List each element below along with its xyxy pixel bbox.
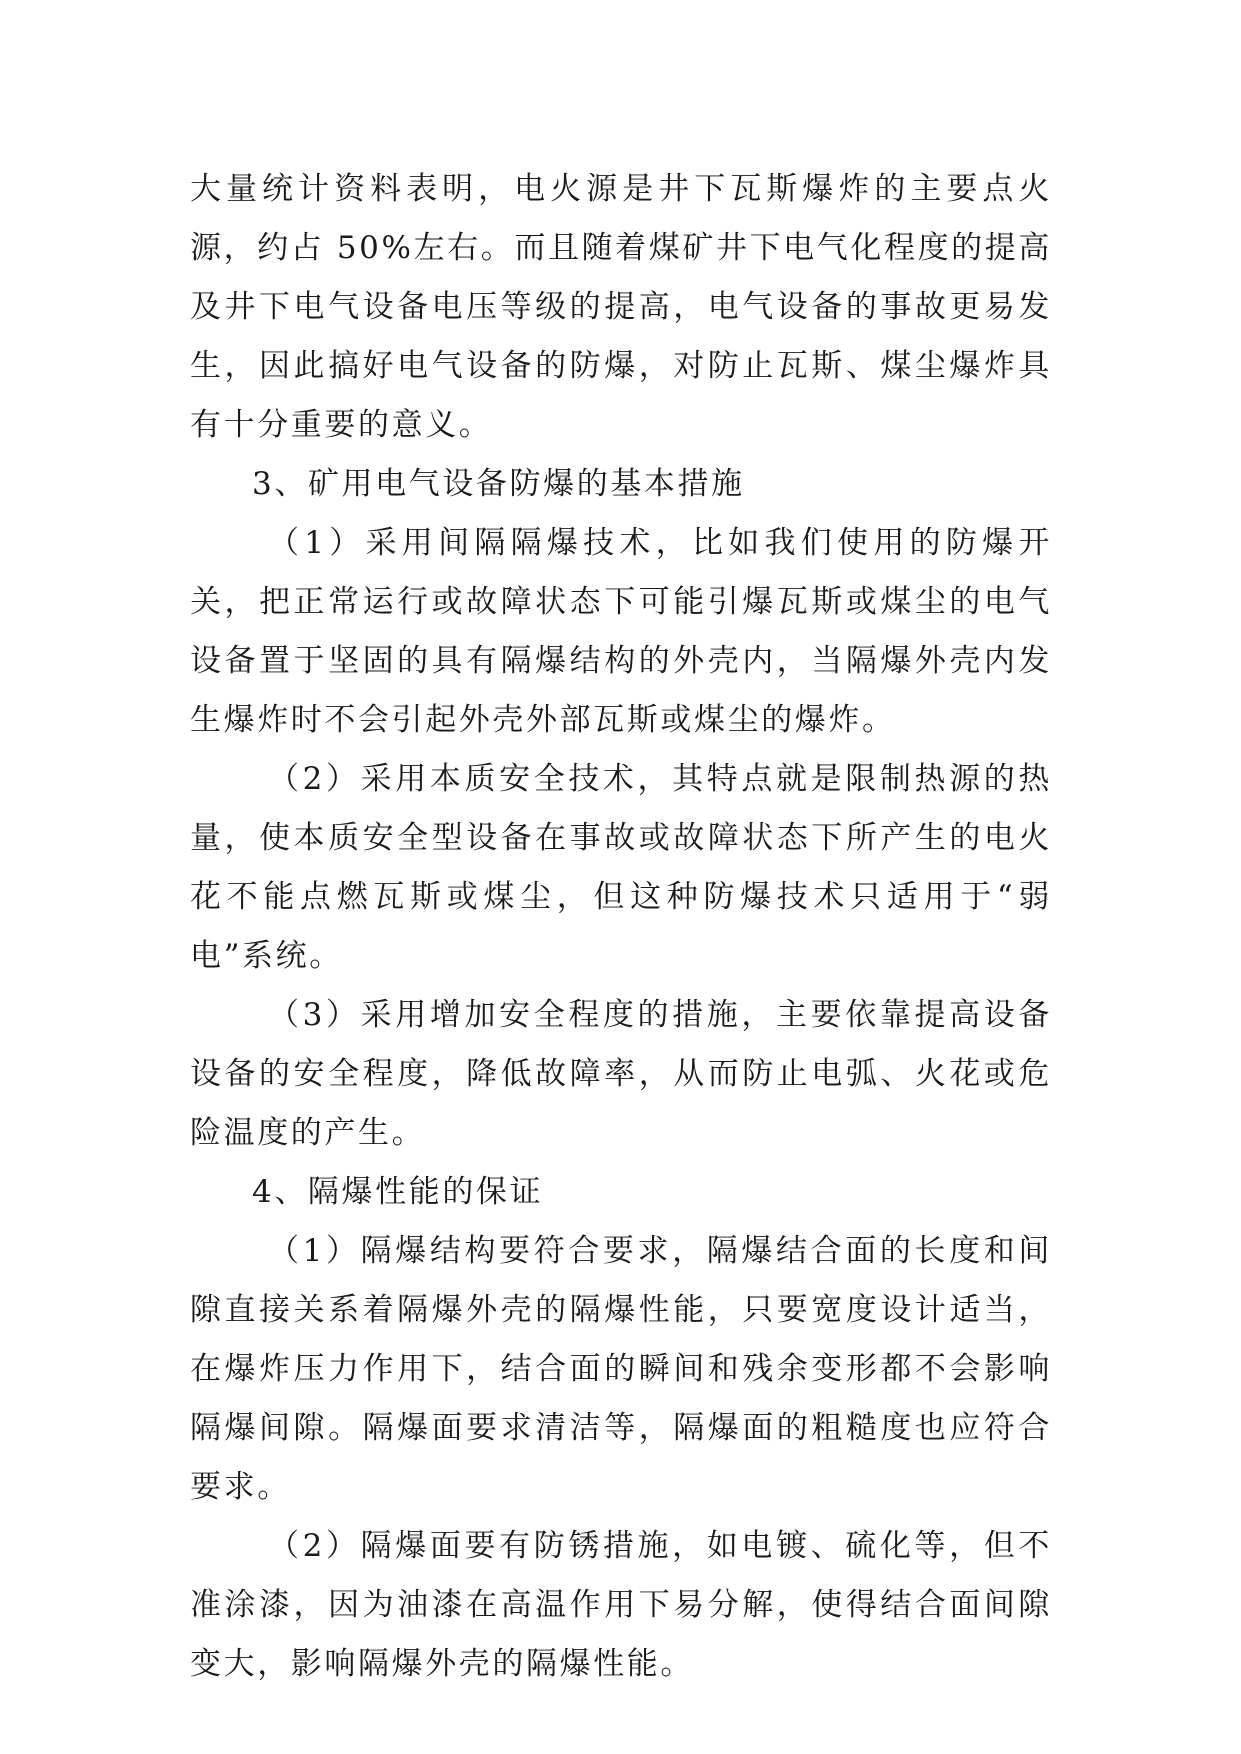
heading-flameproof-performance-assurance: 4、隔爆性能的保证 [252,1174,544,1210]
paragraph-flameproof-technology: （1）采用间隔隔爆技术，比如我们使用的防爆开关，把正常运行或故障状态下可能引爆瓦斯或煤尘的电气设备置于坚固的具有隔爆结构的外壳内，当隔爆外壳内发生爆炸时不会引起外壳外部瓦斯或煤尘的爆炸。 [190,525,1052,738]
document-body [190,160,1052,1694]
paragraph-anti-rust-measures: （2）隔爆面要有防锈措施，如电镀、硫化等，但不准涂漆，因为油漆在高温作用下易分解，使得结合面间隙变大，影响隔爆外壳的隔爆性能。 [190,1528,1052,1682]
paragraph-flameproof-structure-requirements: （1）隔爆结构要符合要求，隔爆结合面的长度和间隙直接关系着隔爆外壳的隔爆性能，只要宽度设计适当，在爆炸压力作用下，结合面的瞬间和残余变形都不会影响隔爆间隙。隔爆面要求清洁等，隔爆面的粗糙度也应符合要求。 [190,1233,1052,1505]
paragraph-increased-safety-measures: （3）采用增加安全程度的措施，主要依靠提高设备设备的安全程度，降低故障率，从而防止电弧、火花或危险温度的产生。 [190,997,1052,1151]
paragraph-electric-ignition-source: 大量统计资料表明，电火源是井下瓦斯爆炸的主要点火源，约占 50%左右。而且随着煤矿井下电气化程度的提高及井下电气设备电压等级的提高，电气设备的事故更易发生，因此搞好电气设备的防爆，对防止瓦斯、煤尘爆炸具有十分重要的意义。 [190,171,1052,443]
heading-basic-explosion-protection-measures: 3、矿用电气设备防爆的基本措施 [252,466,745,502]
paragraph-intrinsic-safety-technology: （2）采用本质安全技术，其特点就是限制热源的热量，使本质安全型设备在事故或故障状态下所产生的电火花不能点燃瓦斯或煤尘，但这种防爆技术只适用于“弱电”系统。 [190,761,1052,974]
